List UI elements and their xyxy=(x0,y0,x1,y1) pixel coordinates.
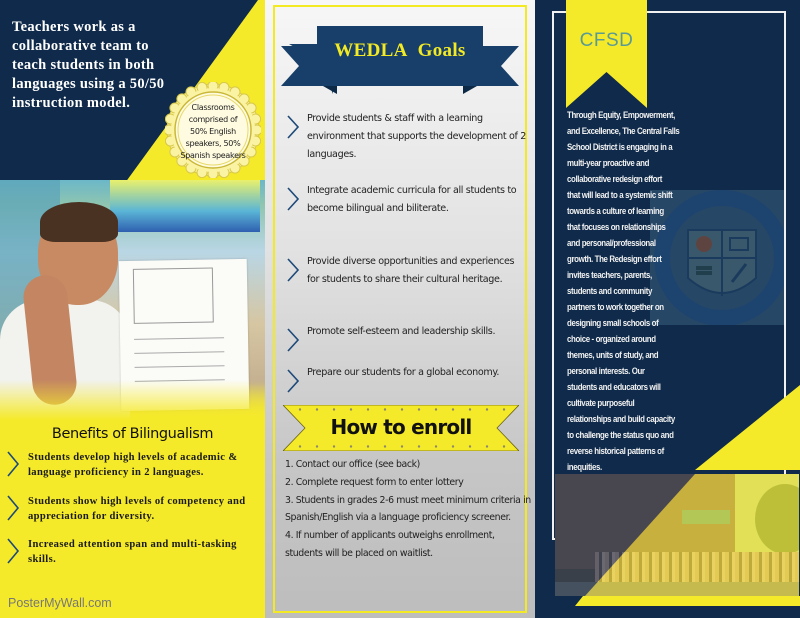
enroll-title: How to enroll xyxy=(330,415,472,439)
drawing-line xyxy=(134,351,224,354)
enroll-steps-list xyxy=(285,456,531,563)
benefit-item xyxy=(6,537,264,570)
goal-item xyxy=(287,323,527,358)
benefit-item xyxy=(6,450,264,483)
enroll-step: 4. If number of applicants outweighs enrollment, students will be placed on waitlist. xyxy=(285,530,495,559)
drawing-line xyxy=(135,365,225,368)
body-line: reverse historical patterns of xyxy=(567,446,664,456)
goal-item xyxy=(287,364,527,399)
body-line: growth. The Redesign effort xyxy=(567,254,662,264)
cfsd-logo-text: CFSD xyxy=(579,30,634,51)
body-line: cultivate purposeful xyxy=(567,398,635,408)
postermywall-watermark[interactable]: PosterMyWall.com xyxy=(8,596,112,610)
seal-line: speakers, 50% xyxy=(185,139,241,148)
benefits-title: Benefits of Bilingualism xyxy=(51,426,214,442)
goal-item xyxy=(287,253,527,289)
body-line: that will lead to a systemic shift xyxy=(567,190,673,200)
body-line: partners to work together on xyxy=(567,302,664,312)
chevron-right-icon xyxy=(6,450,28,483)
seal-text xyxy=(179,102,247,162)
benefit-text: Students show high levels of competency and appreciation for diversity. xyxy=(28,496,246,522)
body-line: collaborative redesign effort xyxy=(567,174,663,184)
body-line: and Excellence, The Central Falls xyxy=(567,126,680,136)
photo-hair xyxy=(40,202,118,242)
goal-text: Prepare our students for a global economy. xyxy=(307,367,500,378)
goal-text: Promote self-esteem and leadership skills. xyxy=(307,326,496,337)
body-line: to challenge the status quo and xyxy=(567,430,674,440)
enroll-step: 1. Contact our office (see back) xyxy=(285,459,420,470)
photo-bulletin-board xyxy=(110,180,260,232)
goal-text: Provide diverse opportunities and experiences for students to share their cultural heritage. xyxy=(307,256,515,285)
panel-middle xyxy=(265,0,535,618)
panel-left xyxy=(0,0,265,618)
body-line: themes, units of study, and xyxy=(567,350,659,360)
body-line: towards a culture of learning xyxy=(567,206,664,216)
chevron-right-icon xyxy=(287,182,307,218)
seal-line: comprised of xyxy=(188,115,238,124)
body-line: choice - organized around xyxy=(567,334,656,344)
body-line: inequities. xyxy=(567,462,602,472)
district-description xyxy=(567,107,748,475)
chevron-right-icon xyxy=(287,253,307,289)
chevron-right-icon xyxy=(287,364,307,399)
benefit-item xyxy=(6,494,264,527)
body-line: School District is engaging in a xyxy=(567,142,673,152)
benefit-text: Increased attention span and multi-tasking skills. xyxy=(28,539,237,565)
panel-right xyxy=(535,0,800,618)
student-photo xyxy=(0,180,265,420)
body-line: and personal/professional xyxy=(567,238,656,248)
body-line: multi-year proactive and xyxy=(567,158,650,168)
body-line: students and community xyxy=(567,286,653,296)
chevron-right-icon xyxy=(287,110,307,164)
seal-line: 50% English xyxy=(190,127,236,136)
goal-item xyxy=(287,182,527,218)
enroll-step: 3. Students in grades 2-6 must meet minimum criteria in Spanish/English via a language proficiency screener. xyxy=(285,494,531,524)
body-line: that focuses on relationships xyxy=(567,222,666,232)
photo-fade xyxy=(0,380,265,420)
enroll-step: 2. Complete request form to enter lottery xyxy=(285,476,464,488)
body-line: invites teachers, parents, xyxy=(567,270,652,280)
seal-line: Spanish speakers xyxy=(180,151,246,160)
chevron-right-icon xyxy=(287,323,307,358)
benefit-text: Students develop high levels of academic & language proficiency in 2 languages. xyxy=(28,452,238,478)
goal-item xyxy=(287,110,527,164)
body-line: personal interests. Our xyxy=(567,366,645,376)
drawing-box xyxy=(133,267,214,323)
goal-text: Provide students & staff with a learning environment that supports the development of 2 languages. xyxy=(307,113,526,160)
body-line: students and educators will xyxy=(567,382,661,392)
goals-title: WEDLA Goals xyxy=(334,40,466,61)
chevron-right-icon xyxy=(6,537,28,570)
body-line: Through Equity, Empowerment, xyxy=(567,110,675,120)
classroom-seal-badge xyxy=(165,82,261,178)
seal-line: Classrooms xyxy=(191,103,235,112)
headline-text: Teachers work as a collaborative team to teach students in both languages using a 50/50 instruction model. xyxy=(12,19,165,111)
school-group-photo xyxy=(555,474,799,596)
goal-text: Integrate academic curricula for all students to become bilingual and biliterate. xyxy=(307,185,517,214)
drawing-line xyxy=(134,337,224,340)
chevron-right-icon xyxy=(6,494,28,527)
body-line: relationships and build capacity xyxy=(567,414,675,424)
body-line: designing small schools of xyxy=(567,318,659,328)
